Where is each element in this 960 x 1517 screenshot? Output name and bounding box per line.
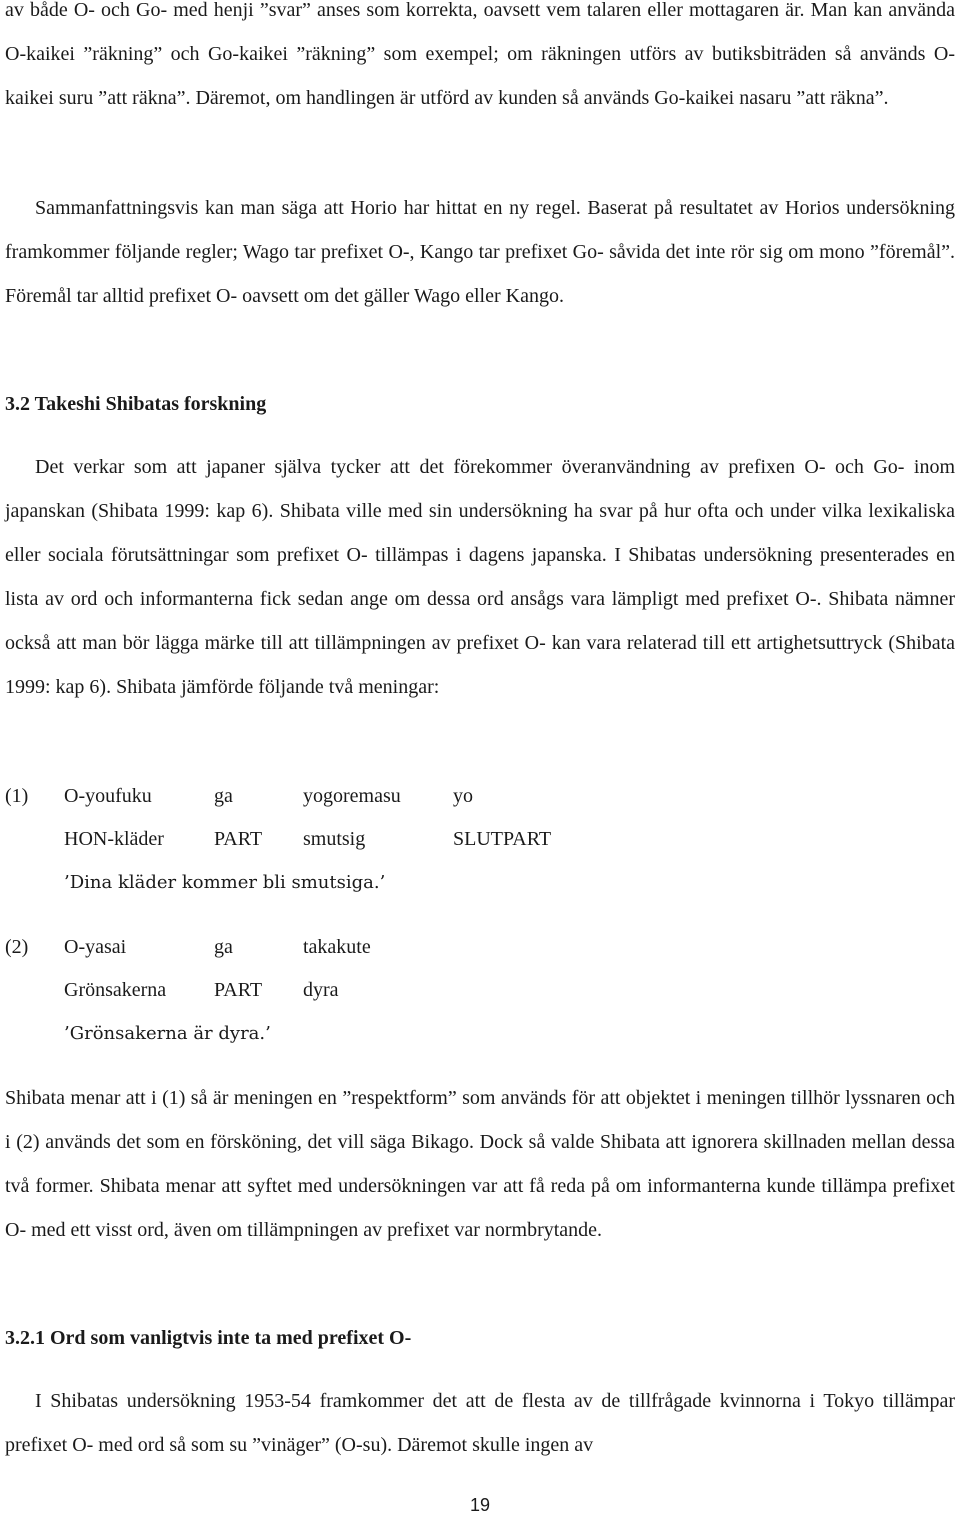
example-2-translation: ’Grönsakerna är dyra.’	[64, 1023, 271, 1044]
example-1-word: ga	[214, 785, 233, 807]
page-number: 19	[469, 1495, 491, 1515]
example-1-word: O-youfuku	[64, 785, 152, 807]
example-1-gloss: SLUTPART	[453, 828, 552, 850]
example-1-number: (1)	[5, 785, 29, 807]
paragraph-shibata-research: Det verkar som att japaner själva tycker att det förekommer överanvändning av prefixen O- och Go- inom japanskan (Shibata 1999: kap 6). Shibata ville med sin undersökning ha svar på hur ofta och under vilka lexikaliska eller sociala förutsättningar som prefixet O- tillämpas i dagens japanska. I Shibatas undersökning presenterades en lista av ord och informanterna fick sedan ange om dessa ord ansågs vara lämpligt med prefixet O-. Shibata nämner också att man bör lägga märke till att tillämpningen av prefixet O- kan vara relaterad till ett artighetsuttryck (Shibata 1999: kap 6). Shibata jämförde följande två meningar:	[5, 456, 955, 698]
example-2-gloss: Grönsakerna	[64, 979, 167, 1001]
example-1-gloss: PART	[214, 828, 263, 850]
paragraph-summary: Sammanfattningsvis kan man säga att Horio har hittat en ny regel. Baserat på resultatet av Horios undersökning framkommer följande regler; Wago tar prefixet O-, Kango tar prefixet Go- såvida det inte rör sig om mono ”föremål”. Föremål tar alltid prefixet O- oavsett om det gäller Wago eller Kango.	[5, 197, 955, 307]
paragraph-shibata-analysis: Shibata menar att i (1) så är meningen en ”respektform” som används för att objektet i meningen tillhör lyssnaren och i (2) används det som en försköning, det vill säga Bikago. Dock så valde Shibata att ignorera skillnaden mellan dessa två former. Shibata menar att syftet med undersökningen var att få reda på om informanterna kunde tillämpa prefixet O- med ett visst ord, även om tillämpningen av prefixet var normbrytande.	[5, 1087, 955, 1241]
example-1-translation: ’Dina kläder kommer bli smutsiga.’	[64, 872, 386, 893]
example-2-word: O-yasai	[64, 936, 127, 958]
example-1-gloss: smutsig	[303, 828, 366, 850]
section-heading-3-2: 3.2 Takeshi Shibatas forskning	[5, 393, 267, 415]
example-1-word: yo	[453, 785, 473, 807]
example-1-word: yogoremasu	[303, 785, 401, 807]
example-2-word: takakute	[303, 936, 371, 958]
paragraph-shibata-1953: I Shibatas undersökning 1953-54 framkommer det att de flesta av de tillfrågade kvinnorna i Tokyo tillämpar prefixet O- med ord så som su ”vinäger” (O-su). Däremot skulle ingen av	[5, 1390, 955, 1456]
paragraph-horio-intro: av både O- och Go- med henji ”svar” anses som korrekta, oavsett vem talaren eller mottagaren är. Man kan använda O-kaikei ”räkning” och Go-kaikei ”räkning” som exempel; om räkningen utförs av butiksbiträden så används O-kaikei suru ”att räkna”. Däremot, om handlingen är utförd av kunden så används Go-kaikei nasaru ”att räkna”.	[5, 0, 955, 109]
example-1-gloss: HON-kläder	[64, 828, 164, 850]
example-2-gloss: PART	[214, 979, 263, 1001]
example-2-word: ga	[214, 936, 233, 958]
example-2-number: (2)	[5, 936, 29, 958]
section-heading-3-2-1: 3.2.1 Ord som vanligtvis inte ta med prefixet O-	[5, 1327, 412, 1349]
example-2-gloss: dyra	[303, 979, 339, 1001]
